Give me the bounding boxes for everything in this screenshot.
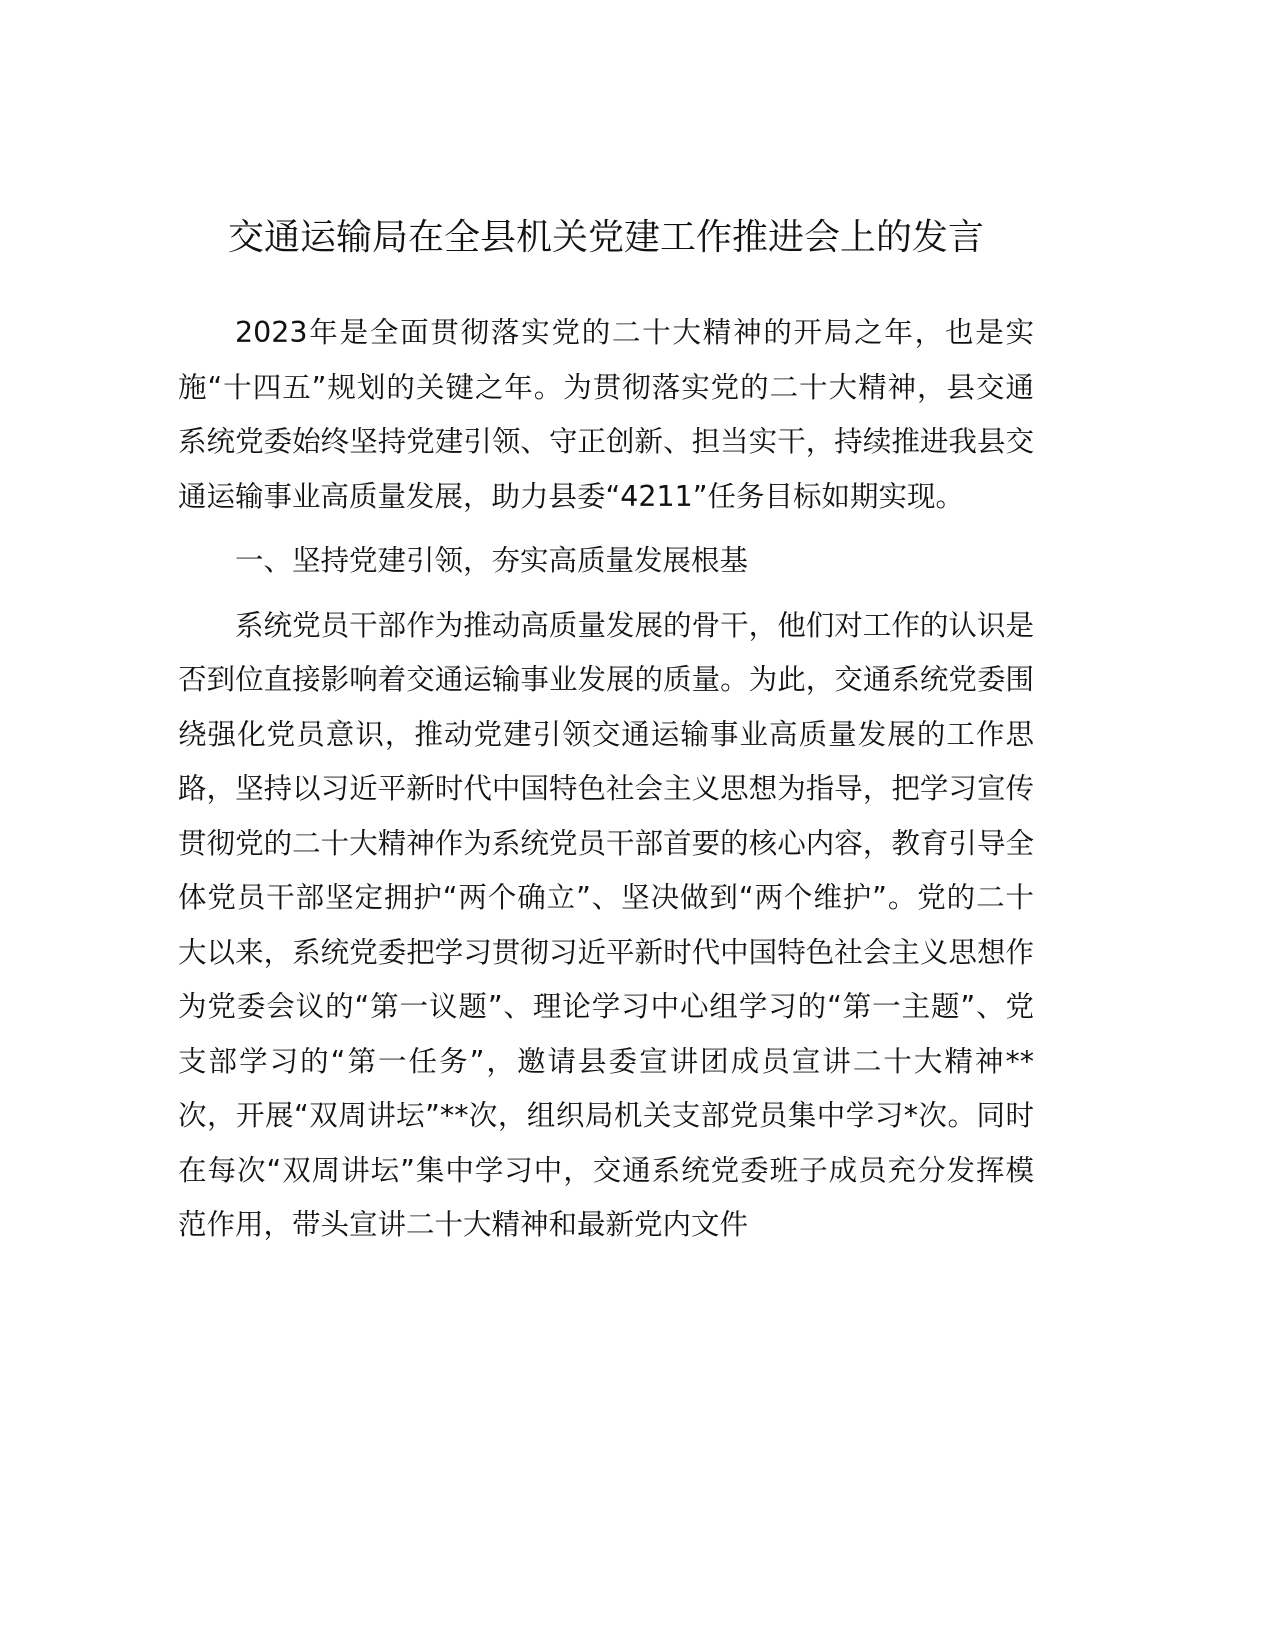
intro-paragraph: 2023年是全面贯彻落实党的二十大精神的开局之年，也是实施“十四五”规划的关键之年。为贯彻落实党的二十大精神，县交通系统党委始终坚持党建引领、守正创新、担当实干，持续推进我县交通运输事业高质量发展，助力县委“4211”任务目标如期实现。	[178, 316, 1034, 513]
section-1-paragraph: 系统党员干部作为推动高质量发展的骨干，他们对工作的认识是否到位直接影响着交通运输事业发展的质量。为此，交通系统党委围绕强化党员意识，推动党建引领交通运输事业高质量发展的工作思路，坚持以习近平新时代中国特色社会主义思想为指导，把学习宣传贯彻党的二十大精神作为系统党员干部首要的核心内容，教育引导全体党员干部坚定拥护“两个确立”、坚决做到“两个维护”。党的二十大以来，系统党委把学习贯彻习近平新时代中国特色社会主义思想作为党委会议的“第一议题”、理论学习中心组学习的“第一主题”、党支部学习的“第一任务”，邀请县委宣讲团成员宣讲二十大精神**次，开展“双周讲坛”**次，组织局机关支部党员集中学习*次。同时在每次“双周讲坛”集中学习中，交通系统党委班子成员充分发挥模范作用，带头宣讲二十大精神和最新党内文件	[178, 608, 1034, 1241]
document-page	[178, 210, 1034, 1253]
section-heading-1: 一、坚持党建引领，夯实高质量发展根基	[235, 544, 749, 577]
document-title: 交通运输局在全县机关党建工作推进会上的发言	[227, 217, 984, 258]
document-body	[178, 306, 1034, 1253]
